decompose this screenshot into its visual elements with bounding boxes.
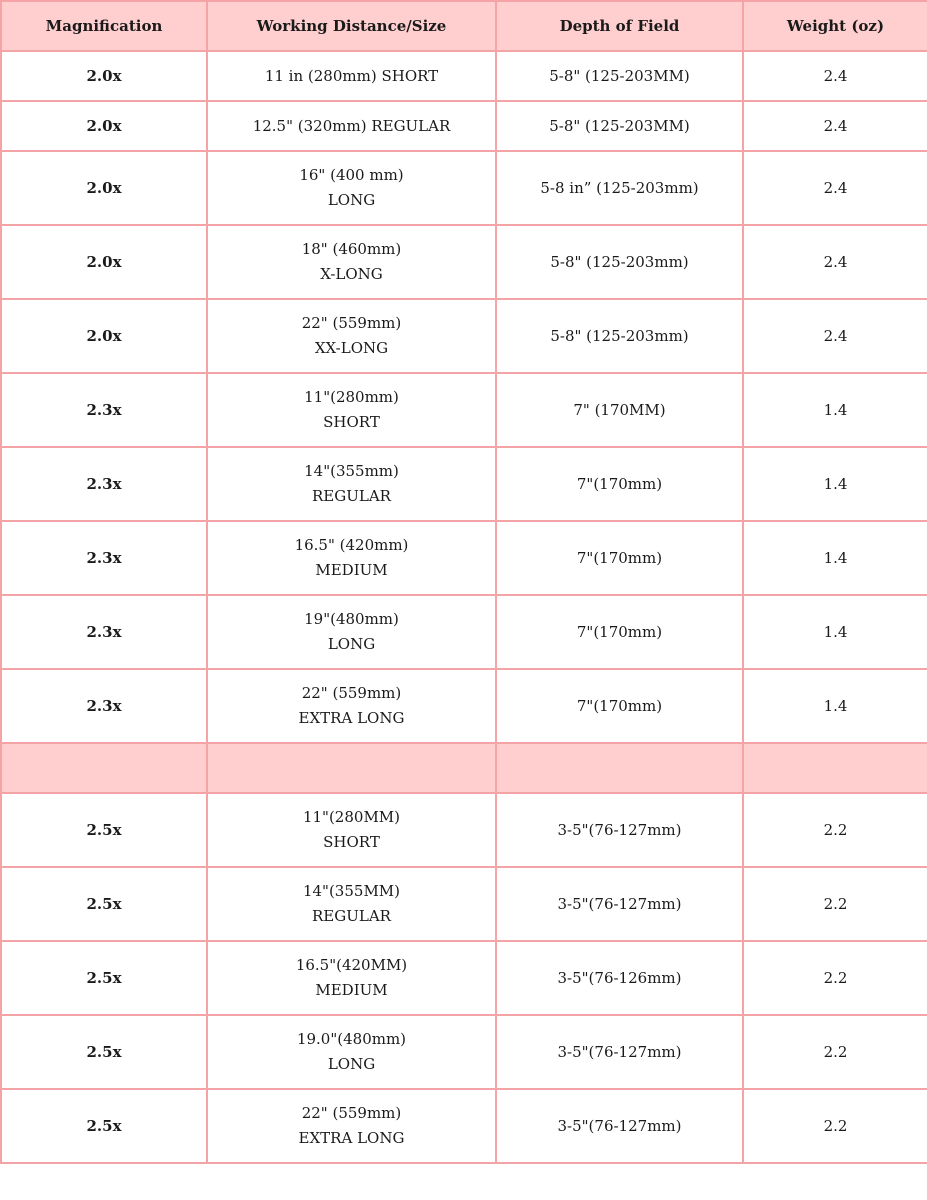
magnification-cell: 2.0x xyxy=(1,299,207,373)
magnification-cell: 2.0x xyxy=(1,51,207,101)
weight-cell: 2.4 xyxy=(743,51,927,101)
working-distance-cell xyxy=(207,941,496,1015)
working-distance-cell xyxy=(207,595,496,669)
working-distance-value: 19"(480mm) xyxy=(304,610,399,628)
weight-cell: 2.2 xyxy=(743,867,927,941)
magnification-cell: 2.5x xyxy=(1,793,207,867)
size-label: MEDIUM xyxy=(315,561,388,579)
magnification-cell: 2.0x xyxy=(1,225,207,299)
table-row xyxy=(1,225,927,299)
weight-cell: 1.4 xyxy=(743,447,927,521)
depth-of-field-cell: 7"(170mm) xyxy=(496,669,743,743)
working-distance-value: 16.5" (420mm) xyxy=(294,536,409,554)
working-distance-value: 22" (559mm) xyxy=(301,684,402,702)
magnification-cell: 2.3x xyxy=(1,373,207,447)
magnification-cell: 2.0x xyxy=(1,101,207,151)
weight-cell: 1.4 xyxy=(743,521,927,595)
size-label: MEDIUM xyxy=(315,981,388,999)
size-label: EXTRA LONG xyxy=(298,709,405,727)
header-magnification: Magnification xyxy=(1,1,207,51)
size-label: LONG xyxy=(327,1055,376,1073)
working-distance-value: 11 in (280mm) SHORT xyxy=(264,66,439,85)
depth-of-field-cell: 5-8" (125-203MM) xyxy=(496,101,743,151)
working-distance-cell xyxy=(207,51,496,101)
magnification-cell: 2.0x xyxy=(1,151,207,225)
size-label: REGULAR xyxy=(312,487,391,505)
magnification-cell: 2.3x xyxy=(1,669,207,743)
working-distance-cell xyxy=(207,669,496,743)
working-distance-value: 19.0"(480mm) xyxy=(296,1030,407,1048)
depth-of-field-cell: 5-8" (125-203mm) xyxy=(496,299,743,373)
table-body xyxy=(1,51,927,1163)
size-label: SHORT xyxy=(323,413,380,431)
weight-cell: 2.4 xyxy=(743,101,927,151)
working-distance-value: 22" (559mm) xyxy=(301,1104,402,1122)
depth-of-field-cell: 3-5"(76-127mm) xyxy=(496,793,743,867)
working-distance-value: 16.5"(420MM) xyxy=(295,956,408,974)
table-row xyxy=(1,669,927,743)
working-distance-cell xyxy=(207,101,496,151)
working-distance-cell xyxy=(207,793,496,867)
table-row xyxy=(1,941,927,1015)
table-row xyxy=(1,51,927,101)
working-distance-value: 18" (460mm) xyxy=(301,240,402,258)
working-distance-value: 14"(355mm) xyxy=(304,462,399,480)
spacer-row xyxy=(1,743,927,793)
magnification-cell: 2.5x xyxy=(1,1015,207,1089)
depth-of-field-cell: 5-8" (125-203MM) xyxy=(496,51,743,101)
size-label: LONG xyxy=(327,635,376,653)
depth-of-field-cell: 7"(170mm) xyxy=(496,595,743,669)
spacer-cell xyxy=(496,743,743,793)
depth-of-field-cell: 7" (170MM) xyxy=(496,373,743,447)
working-distance-value: 11"(280mm) xyxy=(304,388,399,406)
working-distance-cell xyxy=(207,521,496,595)
weight-cell: 2.4 xyxy=(743,299,927,373)
table-row xyxy=(1,1089,927,1163)
size-label: XX-LONG xyxy=(314,339,389,357)
table-row xyxy=(1,299,927,373)
magnification-cell: 2.3x xyxy=(1,595,207,669)
spacer-cell xyxy=(1,743,207,793)
table-row xyxy=(1,151,927,225)
working-distance-value: 11"(280MM) xyxy=(302,808,401,826)
magnification-cell: 2.5x xyxy=(1,1089,207,1163)
size-label: LONG xyxy=(327,191,376,209)
working-distance-cell xyxy=(207,299,496,373)
working-distance-cell xyxy=(207,151,496,225)
depth-of-field-cell: 5-8" (125-203mm) xyxy=(496,225,743,299)
size-label: SHORT xyxy=(323,833,380,851)
depth-of-field-cell: 3-5"(76-127mm) xyxy=(496,867,743,941)
weight-cell: 1.4 xyxy=(743,595,927,669)
depth-of-field-cell: 7"(170mm) xyxy=(496,447,743,521)
weight-cell: 2.2 xyxy=(743,1015,927,1089)
working-distance-cell xyxy=(207,225,496,299)
working-distance-cell xyxy=(207,1015,496,1089)
magnification-cell: 2.3x xyxy=(1,447,207,521)
table-row xyxy=(1,595,927,669)
weight-cell: 1.4 xyxy=(743,373,927,447)
table-row xyxy=(1,1015,927,1089)
size-label: REGULAR xyxy=(312,907,391,925)
header-depth-of-field: Depth of Field xyxy=(496,1,743,51)
weight-cell: 2.4 xyxy=(743,225,927,299)
depth-of-field-cell: 3-5"(76-127mm) xyxy=(496,1089,743,1163)
table-row xyxy=(1,101,927,151)
weight-cell: 2.2 xyxy=(743,1089,927,1163)
working-distance-value: 14"(355MM) xyxy=(302,882,401,900)
depth-of-field-cell: 5-8 in” (125-203mm) xyxy=(496,151,743,225)
working-distance-cell xyxy=(207,867,496,941)
table-row xyxy=(1,521,927,595)
weight-cell: 2.2 xyxy=(743,941,927,1015)
depth-of-field-cell: 3-5"(76-127mm) xyxy=(496,1015,743,1089)
depth-of-field-cell: 3-5"(76-126mm) xyxy=(496,941,743,1015)
table-row xyxy=(1,447,927,521)
magnification-cell: 2.5x xyxy=(1,941,207,1015)
working-distance-value: 22" (559mm) xyxy=(301,314,402,332)
header-working-distance: Working Distance/Size xyxy=(207,1,496,51)
table-row xyxy=(1,867,927,941)
header-weight: Weight (oz) xyxy=(743,1,927,51)
working-distance-cell xyxy=(207,1089,496,1163)
spacer-cell xyxy=(743,743,927,793)
magnification-cell: 2.3x xyxy=(1,521,207,595)
table-header xyxy=(1,1,927,51)
weight-cell: 1.4 xyxy=(743,669,927,743)
weight-cell: 2.4 xyxy=(743,151,927,225)
depth-of-field-cell: 7"(170mm) xyxy=(496,521,743,595)
working-distance-value: 12.5" (320mm) REGULAR xyxy=(252,116,451,135)
working-distance-value: 16" (400 mm) xyxy=(299,166,404,184)
header-row xyxy=(1,1,927,51)
table-row xyxy=(1,793,927,867)
spacer-cell xyxy=(207,743,496,793)
working-distance-cell xyxy=(207,447,496,521)
weight-cell: 2.2 xyxy=(743,793,927,867)
size-label: EXTRA LONG xyxy=(298,1129,405,1147)
size-label: X-LONG xyxy=(320,265,383,283)
table-row xyxy=(1,373,927,447)
working-distance-cell xyxy=(207,373,496,447)
magnification-cell: 2.5x xyxy=(1,867,207,941)
